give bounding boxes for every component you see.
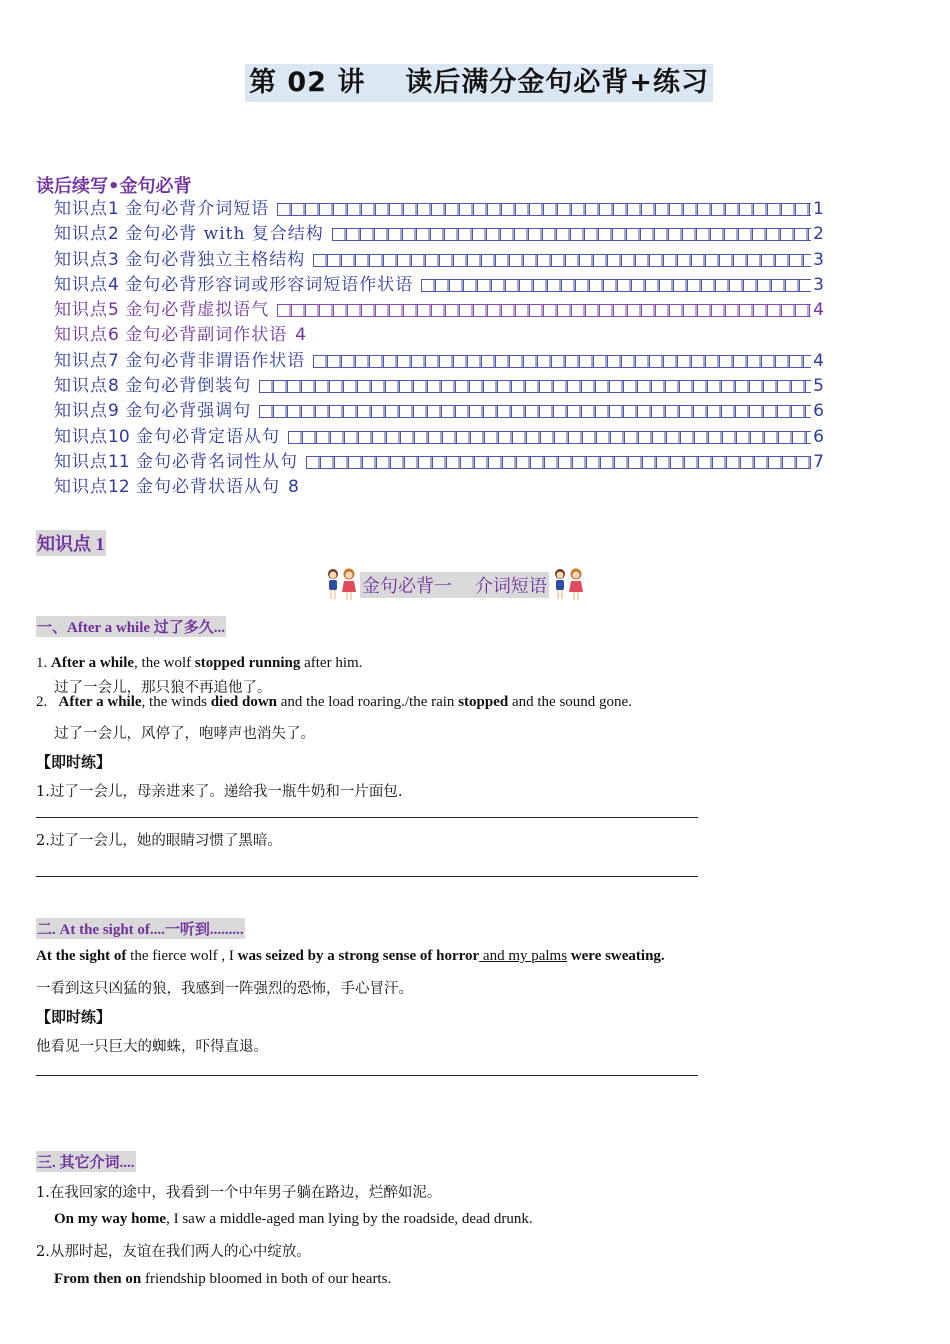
page-title — [245, 64, 713, 102]
toc-page-number: 8 — [288, 477, 299, 498]
example-translation: 一看到这只凶猛的狼，我感到一阵强烈的恐怖，手心冒汗。 — [36, 981, 413, 997]
toc-kp: 知识点 — [54, 274, 108, 295]
toc-title: 金句必背形容词或形容词短语作状语 — [125, 274, 414, 295]
toc-item-4[interactable] — [54, 273, 824, 298]
toc-kp: 知识点 — [54, 350, 108, 371]
toc-item-label — [54, 248, 305, 273]
toc-item-2[interactable] — [54, 222, 824, 247]
text: and my palms — [479, 948, 568, 964]
toc-item-label — [54, 399, 251, 424]
toc-page-number: 1 — [813, 199, 824, 219]
toc-leader — [313, 349, 811, 374]
toc-item-label — [54, 475, 280, 500]
title-topic: 读后满分金句必背+练习 — [405, 67, 709, 98]
text: the fierce wolf , I — [126, 948, 238, 964]
toc-leader — [421, 273, 811, 298]
toc-title: 金句必背独立主格结构 — [125, 249, 306, 270]
example-sentence — [36, 948, 665, 965]
key-phrase: stopped running — [194, 655, 301, 671]
key-phrase: was seized by a strong sense of horror — [237, 948, 480, 964]
toc-title: 金句必背名词性从句 — [136, 451, 299, 472]
toc-leader — [332, 222, 811, 247]
toc-item-label — [54, 197, 269, 222]
toc-item-6[interactable] — [54, 323, 824, 348]
toc-page-number: 6 — [813, 401, 824, 422]
practice-question: 他看见一只巨大的蜘蛛，吓得直退。 — [36, 1039, 268, 1055]
toc-item-label — [54, 374, 251, 399]
toc-kp: 知识点 — [54, 376, 108, 397]
example-chinese-2: 2.从那时起，友谊在我们两人的心中绽放。 — [36, 1244, 311, 1260]
example-sentence-1 — [36, 655, 362, 672]
section-heading-2: 二. At the sight of....一听到......... — [36, 918, 245, 939]
answer-line[interactable] — [36, 817, 698, 818]
practice-question-1: 1.过了一会儿，母亲进来了。递给我一瓶牛奶和一片面包. — [36, 784, 403, 800]
section-banner — [322, 566, 587, 604]
example-translation-1: 过了一会儿，那只狼不再追他了。 — [54, 680, 272, 696]
toc-page-number: 2 — [813, 224, 824, 245]
toc-leader — [259, 374, 811, 399]
kids-icon — [549, 567, 587, 603]
toc-title: 金句必背倒装句 — [125, 376, 252, 397]
toc-title: 金句必背 with 复合结构 — [125, 224, 324, 245]
toc-item-label — [54, 425, 280, 450]
key-phrase: were sweating. — [567, 948, 665, 964]
toc-heading: 读后续写•金句必背 — [36, 176, 192, 197]
toc-title: 金句必背副词作状语 — [125, 325, 288, 346]
toc-item-9[interactable] — [54, 399, 824, 424]
text: , the winds — [141, 694, 211, 710]
toc-item-8[interactable] — [54, 374, 824, 399]
text: , the wolf — [134, 655, 195, 671]
key-phrase: stopped — [458, 694, 509, 710]
toc-page-number: 4 — [813, 350, 824, 371]
toc-title: 金句必背介词短语 — [125, 199, 270, 219]
toc-item-7[interactable] — [54, 349, 824, 374]
section-heading-3: 三. 其它介词.... — [36, 1151, 136, 1172]
text: and the load roaring./the rain — [277, 694, 459, 710]
toc-kp: 知识点 — [54, 249, 108, 270]
toc-kp: 知识点 — [54, 300, 108, 321]
toc-page-number: 4 — [813, 300, 824, 321]
toc-num: 12 — [108, 477, 130, 498]
toc-title: 金句必背强调句 — [125, 401, 252, 422]
toc-leader — [313, 248, 811, 273]
banner-text: 金句必背一 介词短语 — [360, 572, 549, 598]
toc-page-number: 6 — [813, 426, 824, 447]
toc-leader — [277, 197, 811, 222]
example-english-2 — [54, 1271, 391, 1288]
key-phrase: died down — [210, 694, 277, 710]
toc-num: 8 — [108, 376, 119, 397]
toc-item-label — [54, 323, 287, 348]
table-of-contents — [54, 197, 824, 501]
toc-num: 1 — [108, 199, 119, 219]
toc-kp: 知识点 — [54, 451, 108, 472]
section-heading-1: 一、After a while 过了多久... — [36, 616, 226, 637]
item-number: 1. — [36, 655, 51, 671]
toc-title: 金句必背虚拟语气 — [125, 300, 270, 321]
toc-leader — [259, 399, 811, 424]
toc-kp: 知识点 — [54, 426, 108, 447]
practice-label: 【即时练】 — [36, 753, 112, 771]
toc-page-number: 3 — [813, 249, 824, 270]
toc-leader — [306, 450, 811, 475]
toc-kp: 知识点 — [54, 224, 108, 245]
toc-num: 9 — [108, 401, 119, 422]
toc-item-label — [54, 349, 305, 374]
toc-title: 金句必背定语从句 — [136, 426, 281, 447]
knowledge-point-heading: 知识点 1 — [36, 530, 106, 556]
text: and the sound gone. — [508, 694, 632, 710]
key-phrase: From then on — [54, 1271, 142, 1287]
toc-page-number: 4 — [295, 325, 307, 346]
toc-num: 10 — [108, 426, 130, 447]
text: , I saw a middle-aged man lying by the roadside, dead drunk. — [166, 1211, 533, 1227]
key-phrase: On my way home — [54, 1211, 167, 1227]
practice-question-2: 2.过了一会儿，她的眼睛习惯了黑暗。 — [36, 833, 282, 849]
answer-line[interactable] — [36, 876, 698, 877]
toc-num: 6 — [108, 325, 119, 346]
toc-item-10[interactable] — [54, 425, 824, 450]
toc-kp: 知识点 — [54, 401, 108, 422]
toc-item-3[interactable] — [54, 248, 824, 273]
toc-page-number: 3 — [813, 274, 824, 295]
example-english-1 — [54, 1211, 533, 1228]
item-number: 2. — [36, 694, 59, 710]
example-chinese-1: 1.在我回家的途中，我看到一个中年男子躺在路边，烂醉如泥。 — [36, 1185, 442, 1201]
toc-item-label — [54, 222, 324, 247]
toc-num: 4 — [108, 274, 119, 295]
kids-icon — [322, 567, 360, 603]
toc-kp: 知识点 — [54, 199, 108, 219]
toc-page-number: 5 — [813, 376, 824, 397]
toc-leader — [288, 425, 811, 450]
toc-num: 7 — [108, 350, 119, 371]
text: friendship bloomed in both of our hearts. — [141, 1271, 392, 1287]
toc-item-5[interactable] — [54, 298, 824, 323]
toc-num: 3 — [108, 249, 119, 270]
key-phrase: At the sight of — [36, 948, 127, 964]
toc-num: 2 — [108, 224, 119, 245]
title-lecture: 第 02 讲 — [249, 67, 366, 98]
toc-item-label — [54, 273, 413, 298]
toc-item-label — [54, 450, 298, 475]
text: after him. — [300, 655, 363, 671]
toc-kp: 知识点 — [54, 325, 108, 346]
key-phrase: After a while — [51, 655, 135, 671]
answer-line[interactable] — [36, 1075, 698, 1076]
toc-kp: 知识点 — [54, 477, 108, 498]
toc-title: 金句必背状语从句 — [136, 477, 281, 498]
example-sentence-2 — [36, 694, 632, 711]
toc-title: 金句必背非谓语作状语 — [125, 350, 306, 371]
toc-item-11[interactable] — [54, 450, 824, 475]
toc-num: 5 — [108, 300, 119, 321]
toc-num: 11 — [108, 451, 130, 472]
toc-leader — [277, 298, 811, 323]
practice-label: 【即时练】 — [36, 1008, 112, 1026]
example-translation-2: 过了一会儿，风停了，咆哮声也消失了。 — [54, 726, 315, 742]
toc-item-1[interactable] — [54, 197, 824, 222]
toc-item-12[interactable] — [54, 475, 824, 500]
key-phrase: After a while — [58, 694, 142, 710]
toc-page-number: 7 — [813, 451, 824, 472]
toc-item-label — [54, 298, 269, 323]
